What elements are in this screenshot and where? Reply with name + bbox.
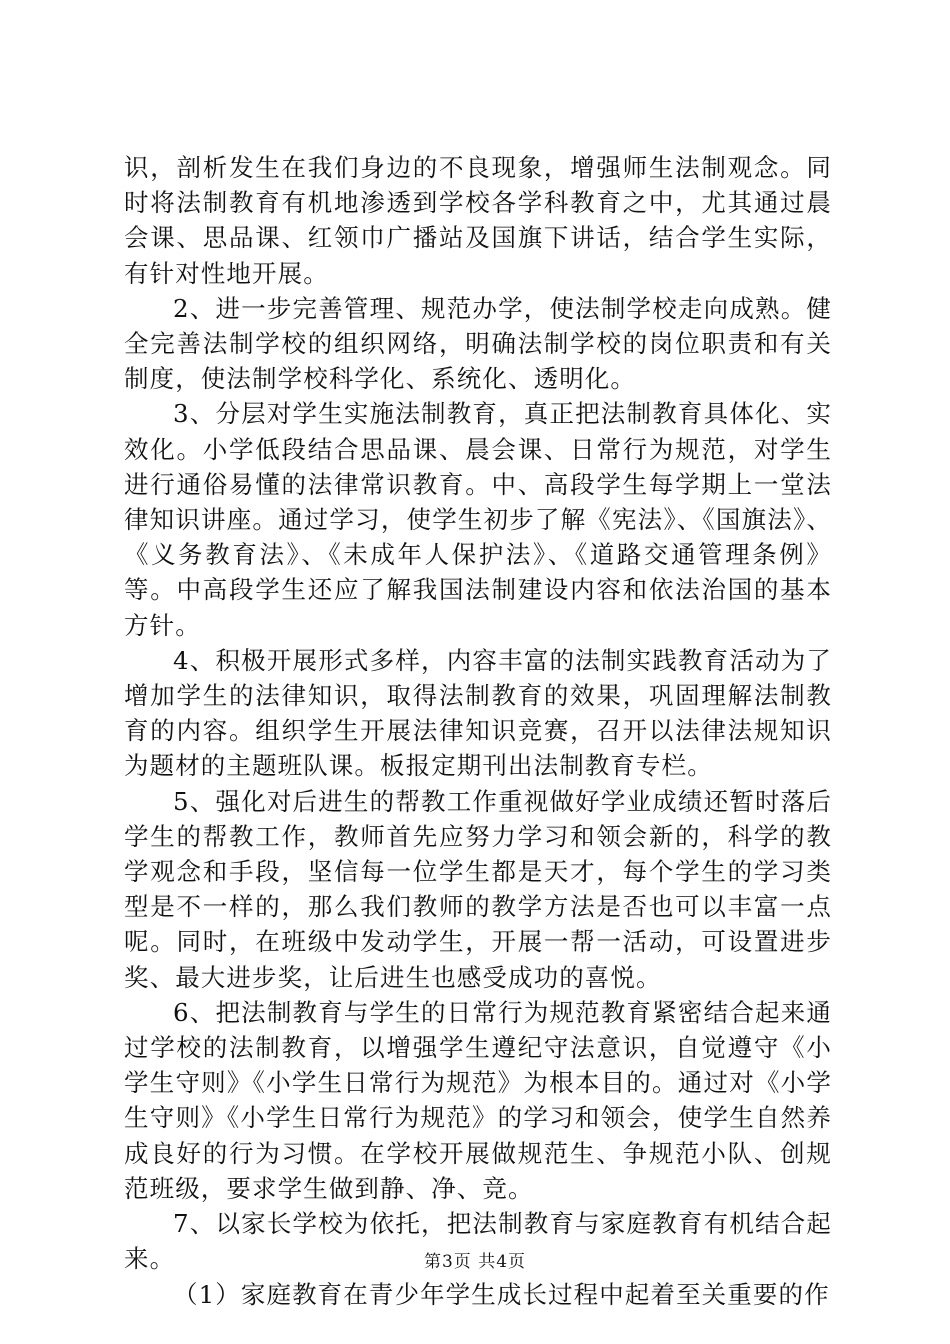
paragraph-3: 3、分层对学生实施法制教育，真正把法制教育具体化、实效化。小学低段结合思品课、晨会课、日常行为规范，对学生进行通俗易懂的法律常识教育。中、高段学生每学期上一堂法律知识讲座。通过学习，使学生初步了解《宪法》、《国旗法》、《义务教育法》、《未成年人保护法》、《道路交通管理条例》等。中高段学生还应了解我国法制建设内容和依法治国的基本方针。 <box>124 399 832 640</box>
page-footer: 第3页 共4页 <box>423 1252 527 1272</box>
paragraph-4: 4、积极开展形式多样，内容丰富的法制实践教育活动为了增加学生的法律知识，取得法制教育的效果，巩固理解法制教育的内容。组织学生开展法律知识竞赛，召开以法律法规知识为题材的主题班队课。板报定期刊出法制教育专栏。 <box>124 645 832 781</box>
paragraph-5: 5、强化对后进生的帮教工作重视做好学业成绩还暂时落后学生的帮教工作，教师首先应努力学习和领会新的，科学的教学观念和手段，坚信每一位学生都是天才，每个学生的学习类型是不一样的，那么我们教师的教学方法是否也可以丰富一点呢。同时，在班级中发动学生，开展一帮一活动，可设置进步奖、最大进步奖，让后进生也感受成功的喜悦。 <box>124 786 832 992</box>
paragraph-1: 识，剖析发生在我们身边的不良现象，增强师生法制观念。同时将法制教育有机地渗透到学校各学科教育之中，尤其通过晨会课、思品课、红领巾广播站及国旗下讲话，结合学生实际，有针对性地开展。 <box>124 153 832 288</box>
document-body <box>124 150 832 1312</box>
paragraph-6: 6、把法制教育与学生的日常行为规范教育紧密结合起来通过学校的法制教育，以增强学生遵纪守法意识，自觉遵守《小学生守则》《小学生日常行为规范》为根本目的。通过对《小学生守则》《小学生日常行为规范》的学习和领会，使学生自然养成良好的行为习惯。在学校开展做规范生、争规范小队、创规范班级，要求学生做到静、净、竞。 <box>124 997 832 1203</box>
paragraph-8: （1）家庭教育在青少年学生成长过程中起着至关重要的作 <box>173 1279 830 1309</box>
paragraph-7: 7、以家长学校为依托，把法制教育与家庭教育有机结合起来。 <box>124 1209 832 1274</box>
paragraph-2: 2、进一步完善管理、规范办学，使法制学校走向成熟。健全完善法制学校的组织网络，明确法制学校的岗位职责和有关制度，使法制学校科学化、系统化、透明化。 <box>124 293 832 394</box>
